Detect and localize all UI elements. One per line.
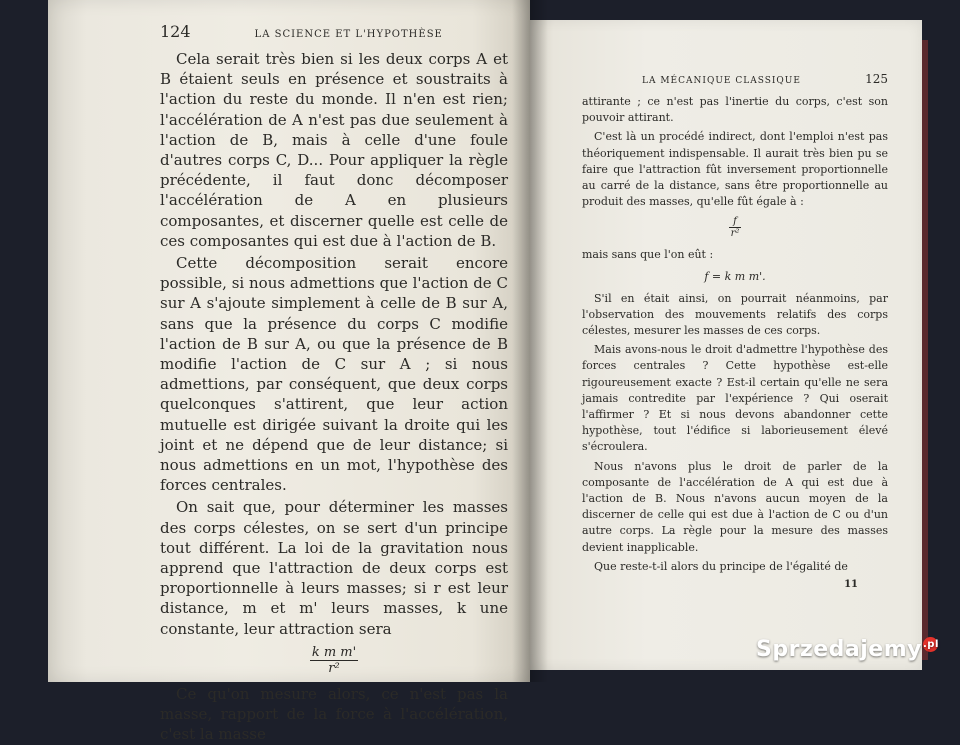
right-page-body (582, 94, 888, 590)
right-paragraph-3: mais sans que l'on eût : (582, 248, 714, 262)
right-page-number: 125 (865, 72, 888, 86)
force-formula: f = k m m'. (704, 269, 766, 283)
formula1-numerator: f (729, 216, 742, 228)
book-gutter (512, 0, 548, 682)
inverse-square-formula (582, 216, 888, 239)
right-paragraph-4: S'il en était ainsi, on pourrait néanmoins, par l'observation des mouvements relatifs des corps célestes, mesurer les masses de ces corps. (582, 291, 888, 338)
formula-numerator: k m m' (311, 644, 357, 660)
right-book-page (530, 20, 922, 670)
printer-signature-mark: 11 (844, 579, 858, 591)
left-closing-paragraph: Ce qu'on mesure alors, ce n'est pas la masse, rapport de la force à l'accélération, c'est la masse (160, 684, 508, 744)
watermark-badge: .pl (923, 639, 939, 650)
formula-denominator: r² (328, 660, 340, 676)
left-paragraph-1: Cela serait très bien si les deux corps A et B étaient seuls en présence et soustraits à l'action du reste du monde. Il n'en est rien; l'accélération de A n'est pas due seulement à l'action de B, mais à celle d'une foule d'autres corps C, D... Pour appliquer la règle précédente, il faut donc décomposer l'accélération de A en plusieurs composantes, et discerner quelle est celle de ces composantes qui est due à l'action de B. (160, 50, 508, 250)
watermark-text: Sprzedajemy (756, 637, 922, 662)
right-paragraph-7: Que reste-t-il alors du principe de l'égalité de (594, 559, 848, 573)
left-book-page (48, 0, 530, 744)
watermark-logo (756, 637, 938, 662)
right-paragraph-1: attirante ; ce n'est pas l'inertie du corps, c'est son pouvoir attirant. (582, 95, 888, 125)
right-paragraph-5: Mais avons-nous le droit d'admettre l'hypothèse des forces centrales ? Cette hypothèse est-elle rigoureusement exacte ? Est-il certain qu'elle ne sera jamais contredite par l'expérience ? Qui oserait l'affirmer ? Et si nous devons abandonner cette hypothèse, tout l'édifice si laborieusement élevé s'écroulera. (582, 343, 888, 454)
left-page-body (160, 49, 508, 745)
right-page-header (582, 72, 888, 86)
gravitation-formula (160, 645, 508, 676)
left-running-title: LA SCIENCE ET L'HYPOTHÈSE (254, 29, 443, 40)
right-paragraph-6: Nous n'avons plus le droit de parler de la composante de l'accélération de A qui est due à l'action de B. Nous n'avons aucun moyen de la discerner de celle qui est due à l'action de C ou d'un autre corps. La règle pour la mesure des masses devient inapplicable. (582, 459, 888, 554)
formula1-denominator: r² (730, 228, 740, 240)
right-running-title: LA MÉCANIQUE CLASSIQUE (642, 76, 801, 86)
left-page-header (160, 22, 508, 41)
left-paragraph-3: On sait que, pour déterminer les masses des corps célestes, on se sert d'un principe tout différent. La loi de la gravitation nous apprend que l'attraction de deux corps est proportionnelle à leurs masses; si r est leur distance, m et m' leurs masses, k une constante, leur attraction sera (160, 498, 508, 638)
left-paragraph-2: Cette décomposition serait encore possible, si nous admettions que l'action de C sur A s'ajoute simplement à celle de B sur A, sans que la présence du corps C modifie l'action de B sur A, ou que la présence de B modifie l'action de C sur A ; si nous admettions, par conséquent, que deux corps quelconques s'attirent, que leur action mutuelle est dirigée suivant la droite qui les joint et ne dépend que de leur distance; si nous admettions en un mot, l'hypothèse des forces centrales. (160, 254, 508, 495)
left-page-number: 124 (160, 22, 191, 41)
right-paragraph-2: C'est là un procédé indirect, dont l'emploi n'est pas théoriquement indispensable. Il aurait très bien pu se faire que l'attraction fût inversement proportionnelle au carré de la distance, sans être proportionnelle au produit des masses, qu'elle fût égale à : (582, 130, 888, 209)
